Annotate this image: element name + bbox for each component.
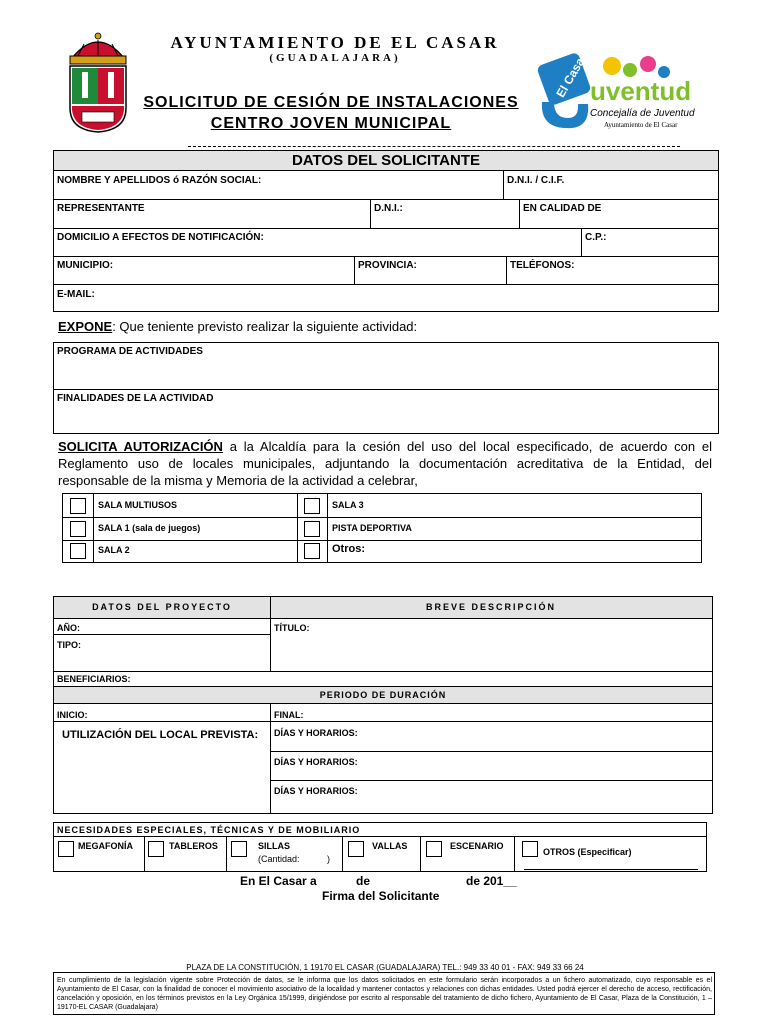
- sala1-label: SALA 1 (sala de juegos): [98, 523, 201, 533]
- breve-descripcion-title: BREVE DESCRIPCIÓN: [425, 602, 557, 612]
- sillas-cantidad[interactable]: (Cantidad: ): [258, 854, 331, 864]
- nombre-field[interactable]: NOMBRE Y APELLIDOS ó RAZÓN SOCIAL:: [57, 175, 262, 186]
- sala3-checkbox[interactable]: [304, 498, 320, 514]
- concejalia-logo-text: Concejalía de Juventud: [590, 108, 695, 119]
- footer-legal-box: [53, 972, 715, 1015]
- programa-field[interactable]: PROGRAMA DE ACTIVIDADES: [57, 346, 203, 357]
- domicilio-field[interactable]: DOMICILIO A EFECTOS DE NOTIFICACIÓN:: [57, 232, 264, 243]
- periodo-title: PERIODO DE DURACIÓN: [319, 690, 447, 700]
- dashed-separator: [188, 146, 680, 147]
- megafonia-label: MEGAFONÍA: [78, 841, 133, 851]
- province-name: (GUADALAJARA): [269, 52, 401, 64]
- juventud-logo-text: uventud: [590, 76, 692, 106]
- municipio-field[interactable]: MUNICIPIO:: [57, 260, 114, 271]
- sala2-checkbox[interactable]: [70, 543, 86, 559]
- anio-field[interactable]: AÑO:: [57, 623, 80, 633]
- pista-label: PISTA DEPORTIVA: [332, 523, 412, 533]
- sillas-checkbox[interactable]: [231, 841, 247, 857]
- sala1-checkbox[interactable]: [70, 521, 86, 537]
- finalidades-field[interactable]: FINALIDADES DE LA ACTIVIDAD: [57, 393, 214, 404]
- vallas-checkbox[interactable]: [348, 841, 364, 857]
- coat-of-arms: [64, 28, 132, 134]
- solicita-text: a la Alcaldía para la cesión del uso del local especificado, de acuerdo con el Reglamento uso de locales municipales, adjuntando la documentación acreditativa de la Entidad, del responsable de la misma y Memoria de la actividad a celebrar,: [58, 439, 712, 488]
- utilizacion-label: UTILIZACIÓN DEL LOCAL PREVISTA:: [62, 729, 259, 741]
- form-title-line1: SOLICITUD DE CESIÓN DE INSTALACIONES: [143, 94, 519, 111]
- pista-checkbox[interactable]: [304, 521, 320, 537]
- solicita-label: SOLICITA AUTORIZACIÓN: [58, 439, 223, 454]
- necesidades-table: [53, 822, 707, 872]
- dias-horarios-3[interactable]: DÍAS Y HORARIOS:: [274, 786, 358, 796]
- beneficiarios-field[interactable]: BENEFICIARIOS:: [57, 674, 131, 684]
- escenario-label: ESCENARIO: [450, 841, 504, 851]
- email-field[interactable]: E-MAIL:: [57, 289, 95, 300]
- titulo-field[interactable]: TÍTULO:: [274, 623, 310, 633]
- inicio-field[interactable]: INICIO:: [57, 710, 88, 720]
- cp-field[interactable]: C.P.:: [585, 232, 607, 243]
- dias-horarios-2[interactable]: DÍAS Y HORARIOS:: [274, 757, 358, 767]
- expone-label: EXPONE: [58, 319, 113, 334]
- tableros-checkbox[interactable]: [148, 841, 164, 857]
- ayuntamiento-logo-text: Ayuntamiento de El Casar: [604, 121, 678, 129]
- juventud-logo: [532, 52, 702, 136]
- solicitante-section: [53, 150, 719, 312]
- en-el-casar: En El Casar a: [240, 874, 317, 888]
- datos-proyecto-title: DATOS DEL PROYECTO: [92, 602, 232, 612]
- final-field[interactable]: FINAL:: [274, 710, 304, 720]
- salas-table: [62, 493, 702, 563]
- sillas-label: SILLAS: [258, 841, 291, 851]
- provincia-field[interactable]: PROVINCIA:: [358, 260, 417, 271]
- firma-de-201: de 201__: [466, 874, 517, 888]
- footer-address: PLAZA DE LA CONSTITUCIÓN, 1 19170 EL CASAR (GUADALAJARA) TEL.: 949 33 40 01 - FAX: 949 33 66 24: [186, 963, 584, 972]
- sala-multiusos-checkbox[interactable]: [70, 498, 86, 514]
- calidad-field[interactable]: EN CALIDAD DE: [523, 203, 602, 214]
- dias-horarios-1[interactable]: DÍAS Y HORARIOS:: [274, 728, 358, 738]
- expone-line: [58, 319, 417, 334]
- municipality-name: AYUNTAMIENTO DE EL CASAR: [170, 33, 500, 52]
- proyecto-table: [53, 596, 713, 814]
- tipo-field[interactable]: TIPO:: [57, 640, 81, 650]
- sala3-label: SALA 3: [332, 500, 364, 510]
- expone-text: : Que teniente previsto realizar la siguiente actividad:: [112, 319, 418, 334]
- representante-dni-field[interactable]: D.N.I.:: [374, 203, 403, 214]
- otros-checkbox[interactable]: [304, 543, 320, 559]
- escenario-checkbox[interactable]: [426, 841, 442, 857]
- otros-necesidades-label[interactable]: OTROS (Especificar): [543, 847, 632, 857]
- otros-label[interactable]: Otros:: [332, 543, 365, 555]
- megafonia-checkbox[interactable]: [58, 841, 74, 857]
- representante-field[interactable]: REPRESENTANTE: [57, 203, 145, 214]
- otros-necesidades-checkbox[interactable]: [522, 841, 538, 857]
- dni-cif-field[interactable]: D.N.I. / C.I.F.: [507, 175, 565, 186]
- necesidades-title: NECESIDADES ESPECIALES, TÉCNICAS Y DE MOBILIARIO: [57, 825, 361, 835]
- sala-multiusos-label: SALA MULTIUSOS: [98, 500, 177, 510]
- solicita-paragraph: [58, 438, 712, 489]
- el-casar-logo-text: El Casar: [553, 52, 590, 100]
- expone-box: [53, 342, 719, 434]
- footer-legal-text: En cumplimiento de la legislación vigente sobre Protección de datos, se le informa que los datos solicitados en este formulario serán incorporados a un fichero automatizado, cuyo responsable es el Ayuntamiento de El Casar, con la finalidad de conocer el movimiento asociativo de la localidad y mantener contactos y relaciones con dichas entidades. Usted podrá ejercer el derecho de acceso, rectificación, cancelación y oposición, en los términos previstos en la Ley Orgánica 15/1999, dirigiéndose por escrito al responsable del tratamiento de dicho fichero, Ayuntamiento de El Casar, Plaza de la Constitución, 1 – 19170-EL CASAR (Guadalajara): [57, 977, 712, 1011]
- telefonos-field[interactable]: TELÉFONOS:: [510, 260, 575, 271]
- solicitante-title: DATOS DEL SOLICITANTE: [291, 152, 481, 169]
- form-title-line2: CENTRO JOVEN MUNICIPAL: [210, 115, 452, 132]
- firma-solicitante: Firma del Solicitante: [322, 889, 440, 903]
- sala2-label: SALA 2: [98, 545, 130, 555]
- vallas-label: VALLAS: [372, 841, 408, 851]
- firma-de: de: [356, 874, 371, 888]
- tableros-label: TABLEROS: [169, 841, 218, 851]
